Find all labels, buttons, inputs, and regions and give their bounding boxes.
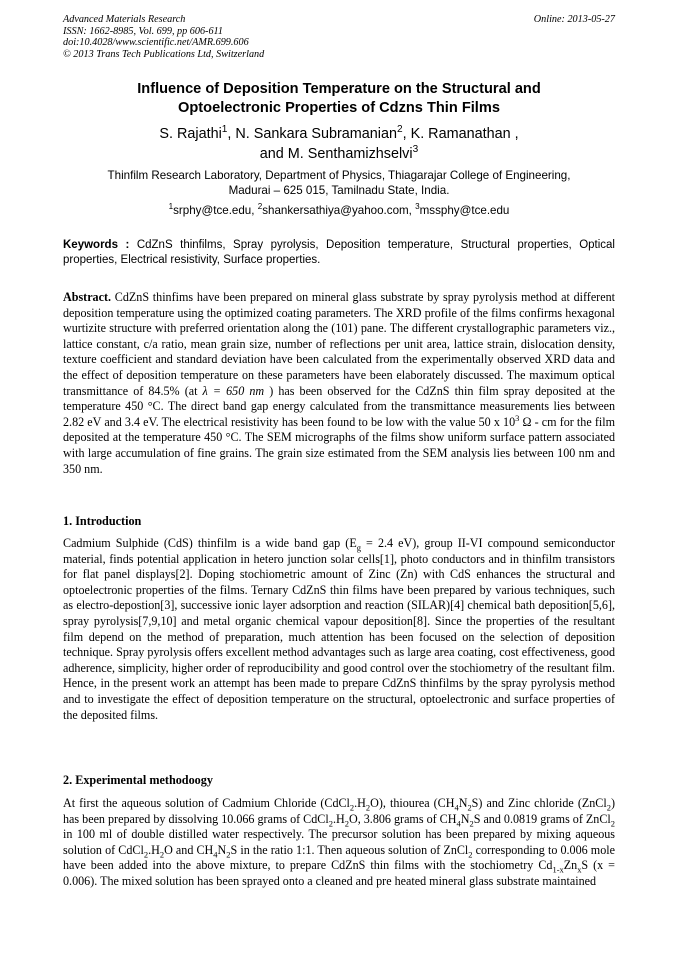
email-3-mark: 3 — [415, 202, 420, 212]
keywords-label: Keywords : — [63, 239, 130, 251]
exp-text: S (x = 0.006). The mixed solution has been sprayed onto a cleaned and pre heated mineral glass substrate maintained — [63, 858, 615, 888]
exp-sub: 2 — [365, 802, 371, 813]
author-1-affil: 1 — [221, 124, 228, 136]
experimental-paragraph — [63, 796, 615, 890]
email-3[interactable]: mssphy@tce.edu — [419, 204, 510, 217]
exp-text: S) and Zinc chloride (ZnCl — [471, 796, 607, 810]
exp-sub: x — [577, 864, 582, 875]
exp-sub: 1-x — [552, 864, 564, 875]
exp-sub: 2 — [143, 849, 149, 860]
keywords — [63, 238, 615, 268]
exp-text: N — [460, 811, 470, 826]
exp-sub: 2 — [328, 818, 333, 828]
doi-line: doi:10.4028/www.scientific.net/AMR.699.606 — [63, 37, 249, 49]
intro-text-2: = 2.4 eV), group II-VI compound semiconductor material, finds potential application in hetero junction solar cells[1], photo conductors and in thinfilm transistors for flat panel displays[2]. Doping stochiometric amount of Zinc (Zn) with CdS enhances the structural and optoelectronic properties of the films. Ternary CdZnS thin films have been prepared by various techniques, such as electro-depostion[3], successive ionic layer adsorption and reaction (SILAR)[4] chemical bath deposition[5,6], spray pyrolysis[7,9,10] and metal organic chemical vapour deposition[8]. Since the properties of the resultant film depend on the method of preparation, much attention has been focused on the selection of deposition technique. Spray pyrolysis offers excellent method advantages such as large area coating, cost effectiveness, good adherence, simplicity, higher order of reproducibility and good control over the stochiometry of the resultant film. Hence, in the present work an attempt has been made to prepare CdZnS thinfilms by the spray pyrolysis method and to investigate the effect of deposition temperature on the structural, optoelectronic and surface properties of the deposited films. — [63, 536, 615, 722]
exp-text: At first the aqueous solution of Cadmium Chloride (CdCl — [63, 796, 350, 810]
exp-text: ) has been prepared by dissolving 10.066 grams of CdCl — [63, 796, 615, 826]
lambda-expression: λ = 650 nm — [202, 383, 265, 398]
exp-text: in 100 ml of double distilled water respectively. The precursor solution has been prepared by mixing aqueous solution of CdCl — [63, 827, 615, 857]
section-heading-experimental: 2. Experimental methodoogy — [63, 773, 213, 787]
author-list — [63, 124, 615, 164]
exp-sub: 4 — [454, 802, 459, 813]
email-2-mark: 2 — [257, 202, 263, 212]
exp-text: O and CH — [164, 842, 214, 857]
exp-text: O, 3.806 grams of CH — [348, 811, 457, 826]
journal-name: Advanced Materials Research — [63, 14, 186, 25]
author-2-affil: 2 — [396, 124, 403, 136]
author-emails — [63, 203, 615, 218]
exp-sub: 4 — [213, 849, 218, 860]
author-2: , N. Sankara Subramanian — [227, 126, 397, 142]
exp-sub: 2 — [226, 849, 231, 860]
title-line-1: Influence of Deposition Temperature on the Structural and — [137, 81, 541, 97]
exp-text: corresponding to 0.006 mole have been added into the above mixture, to prepare CdZnS thin films with the stochiometry Cd — [63, 842, 615, 873]
exp-text: .H — [148, 842, 160, 857]
exp-sub: 2 — [606, 802, 611, 813]
intro-text-1: Cadmium Sulphide (CdS) thinfilm is a wide band gap (E — [63, 536, 357, 550]
author-4: and M. Senthamizhselvi — [259, 146, 413, 162]
exp-text: Zn — [563, 858, 578, 873]
journal-header — [63, 14, 615, 60]
keywords-text: CdZnS thinfilms, Spray pyrolysis, Deposition temperature, Structural properties, Optical properties, Electrical resistivity, Surface properties. — [63, 239, 615, 266]
affiliation — [63, 168, 615, 198]
issn-line: ISSN: 1662-8985, Vol. 699, pp 606-611 — [63, 25, 223, 37]
exp-sub: 2 — [468, 849, 473, 860]
exp-text: N — [458, 796, 468, 810]
affiliation-line-1: Thinfilm Research Laboratory, Department of Physics, Thiagarajar College of Engineering, — [107, 169, 571, 182]
exp-text: .H — [354, 796, 366, 810]
abstract-text-1: CdZnS thinfims have been prepared on mineral glass substrate by spray pyrolysis method at different deposition temperature using the optimized coating parameters. The XRD profile of the films confirms hexagonal wurtizite structure with preferred orientation along the (101) pane. The different crystallographic parameters viz., lattice constant, c/a ratio, mean grain size, number of reflections per unit area, lattice strain, dislocation density, texture coefficient and standard deviation have been calculated from the experimentally observed XRD data and the effect of deposition temperature on these parameters have been elaborately discussed. The maximum optical transmittance of 84.5% (at — [63, 290, 615, 398]
author-line-2 — [63, 144, 615, 164]
introduction-paragraph — [63, 536, 615, 723]
affiliation-line-2: Madurai – 625 015, Tamilnadu State, India. — [228, 184, 450, 197]
author-line-1 — [63, 124, 615, 144]
exp-sub: 2 — [469, 818, 474, 828]
author-1: S. Rajathi — [159, 126, 222, 142]
title-line-2: Optoelectronic Properties of Cdzns Thin Films — [178, 100, 500, 116]
email-1[interactable]: srphy@tce.edu, — [173, 204, 258, 217]
exp-sub: 4 — [456, 818, 461, 828]
exp-text: N — [217, 842, 227, 857]
email-1-mark: 1 — [168, 202, 174, 212]
author-4-affil: 3 — [412, 144, 419, 156]
exp-sub: 2 — [349, 802, 355, 813]
exp-text: S in the ratio 1:1. Then aqueous solution of ZnCl — [230, 842, 469, 857]
paper-title — [63, 80, 615, 118]
abstract-label: Abstract. — [63, 290, 112, 304]
exp-sub: 2 — [344, 818, 349, 828]
abstract-text-2: ) has been observed for the CdZnS thin film spray deposited at the temperature 450 °C. The direct band gap energy calculated from the transmittance measurements lies between 2.82 eV and 3.4 eV. The electrical resistivity has been found to be low with the value 50 x 10 — [63, 383, 616, 429]
section-heading-introduction: 1. Introduction — [63, 514, 142, 528]
abstract-text-3: Ω - cm for the film deposited at the temperature 450 °C. The SEM micrographs of the films show uniform surface pattern associated with large accumulation of fine grains. The grain size estimated from the SEM analysis lies between 100 nm and 350 nm. — [63, 414, 615, 476]
exp-text: .H — [332, 811, 345, 826]
exp-sub: 2 — [159, 849, 165, 860]
abstract — [63, 290, 615, 477]
abstract-exponent: 3 — [515, 412, 520, 423]
exp-text: O), thiourea (CH — [370, 796, 455, 810]
author-3: , K. Ramanathan , — [402, 126, 519, 142]
copyright-line: © 2013 Trans Tech Publications Ltd, Switzerland — [63, 48, 265, 60]
intro-subscript-g: g — [356, 542, 361, 553]
exp-sub: 2 — [467, 802, 472, 813]
email-2[interactable]: shankersathiya@yahoo.com, — [262, 204, 416, 217]
exp-sub: 2 — [610, 818, 615, 828]
exp-text: S and 0.0819 grams of ZnCl — [473, 811, 611, 826]
online-date: Online: 2013-05-27 — [533, 14, 615, 25]
